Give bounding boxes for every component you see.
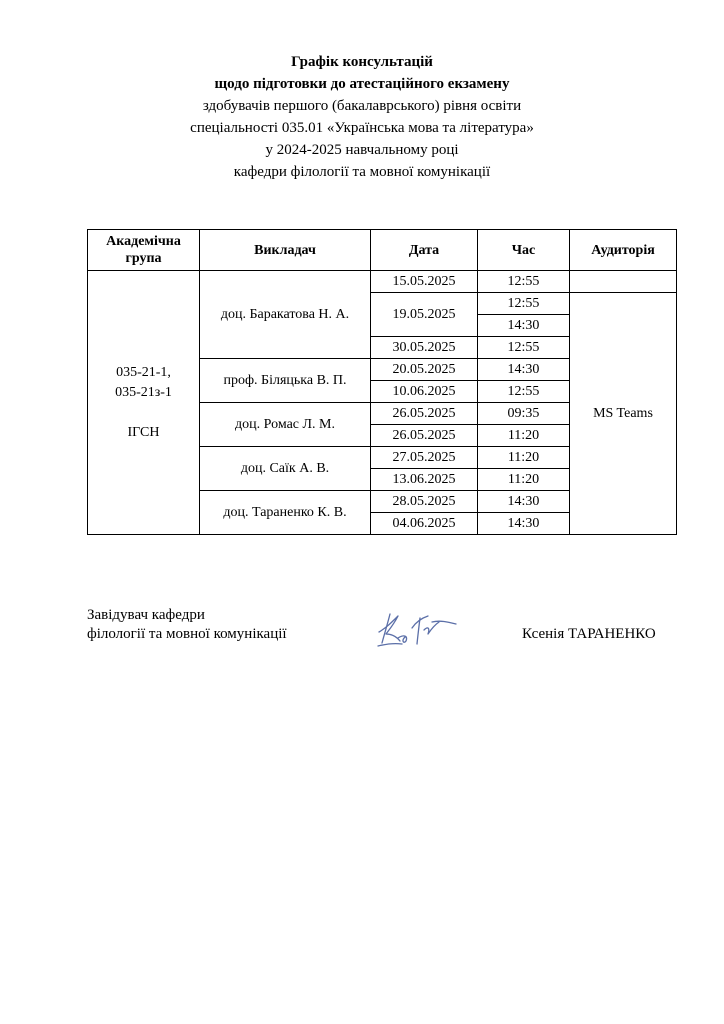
time-cell: 12:55: [478, 337, 570, 359]
date-cell: 10.06.2025: [371, 381, 478, 403]
group-code-2: 035-21з-1: [115, 384, 172, 400]
header-line-specialty: спеціальності 035.01 «Українська мова та література»: [190, 120, 534, 136]
date-cell: 04.06.2025: [371, 513, 478, 535]
signatory-position: [87, 606, 287, 644]
table-row: [88, 271, 677, 293]
consultation-schedule-table: [87, 229, 677, 535]
date-cell: 28.05.2025: [371, 491, 478, 513]
header-line-students: здобувачів першого (бакалаврського) рівня освіти: [202, 98, 522, 114]
header-group: [88, 230, 200, 271]
header-group-line1: Академічна: [106, 234, 181, 249]
time-cell: 14:30: [478, 491, 570, 513]
time-cell: 12:55: [478, 293, 570, 315]
date-cell: 30.05.2025: [371, 337, 478, 359]
document-title: Графік консультацій: [291, 54, 433, 70]
date-cell: 26.05.2025: [371, 425, 478, 447]
time-cell: 09:35: [478, 403, 570, 425]
time-cell: 11:20: [478, 469, 570, 491]
room-cell: MS Teams: [570, 293, 677, 535]
document-header: [0, 51, 724, 183]
signatory-name: Ксенія ТАРАНЕНКО: [522, 626, 656, 642]
date-cell: 13.06.2025: [371, 469, 478, 491]
teacher-cell: доц. Ромас Л. М.: [200, 403, 371, 447]
date-cell: 27.05.2025: [371, 447, 478, 469]
academic-group-cell: [88, 271, 200, 535]
header-time: Час: [478, 230, 570, 271]
document-subtitle: щодо підготовки до атестаційного екзамену: [214, 76, 510, 92]
time-cell: 11:20: [478, 447, 570, 469]
teacher-cell: проф. Біляцька В. П.: [200, 359, 371, 403]
header-teacher: Викладач: [200, 230, 371, 271]
time-cell: 14:30: [478, 315, 570, 337]
time-cell: 11:20: [478, 425, 570, 447]
header-group-line2: група: [125, 251, 162, 266]
header-room: Аудиторія: [570, 230, 677, 271]
time-cell: 12:55: [478, 271, 570, 293]
header-line-department: кафедри філології та мовної комунікації: [233, 164, 491, 180]
group-code-1: 035-21-1,: [116, 364, 171, 380]
institute-name: ІГСН: [127, 424, 160, 440]
time-cell: 14:30: [478, 359, 570, 381]
header-line-year: у 2024-2025 навчальному році: [265, 142, 459, 158]
position-line-1: Завідувач кафедри: [87, 607, 205, 623]
table-header-row: [88, 230, 677, 271]
date-cell: 20.05.2025: [371, 359, 478, 381]
room-cell-empty: [570, 271, 677, 293]
handwritten-signature: [376, 610, 462, 650]
teacher-cell: доц. Баракатова Н. А.: [200, 271, 371, 359]
date-cell: 15.05.2025: [371, 271, 478, 293]
teacher-cell: доц. Тараненко К. В.: [200, 491, 371, 535]
header-date: Дата: [371, 230, 478, 271]
time-cell: 14:30: [478, 513, 570, 535]
time-cell: 12:55: [478, 381, 570, 403]
position-line-2: філології та мовної комунікації: [87, 626, 287, 642]
date-cell: 26.05.2025: [371, 403, 478, 425]
date-cell: 19.05.2025: [371, 293, 478, 337]
teacher-cell: доц. Саїк А. В.: [200, 447, 371, 491]
